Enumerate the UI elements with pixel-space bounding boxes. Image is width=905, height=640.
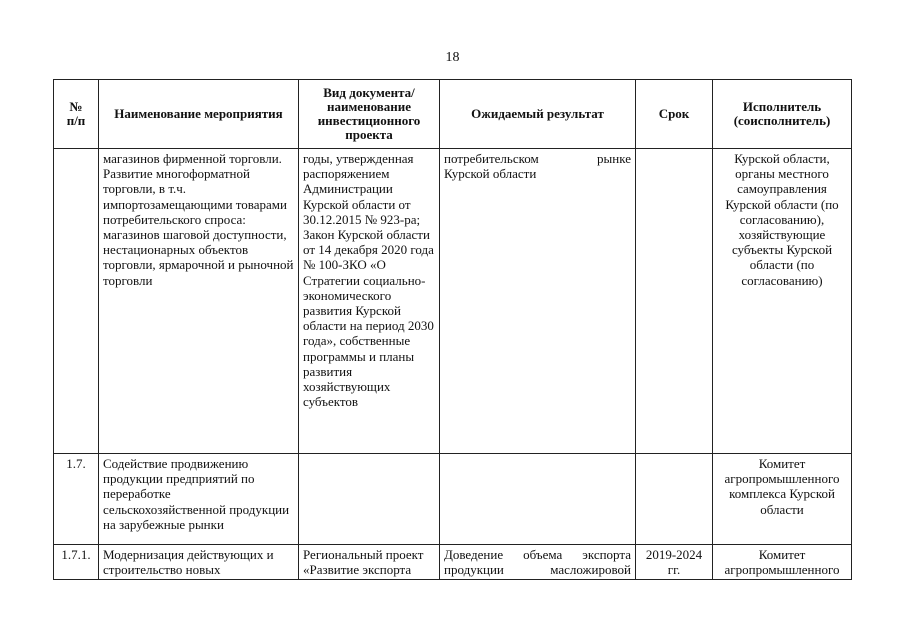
cell-executor: Курской области, органы местного самоуправления Курской области (по согласованию), хозяйствующие субъекты Курской области (по согласованию): [713, 149, 852, 454]
header-number: № п/п: [54, 80, 99, 149]
cell-measure-name: магазинов фирменной торговли. Развитие многоформатной торговли, в т.ч. импортозамещающими товарами потребительского спроса: магазинов шаговой доступности, нестационарных объектов торговли, ярмарочной и рыночной торговли: [99, 149, 299, 454]
cell-measure-name: Модернизация действующих и строительство новых: [99, 545, 299, 580]
cell-result: [440, 149, 636, 454]
cell-result: [440, 454, 636, 545]
cell-executor: Комитет агропромышленного: [713, 545, 852, 580]
cell-number: 1.7.: [54, 454, 99, 545]
header-term: Срок: [636, 80, 713, 149]
cell-term: 2019-2024 гг.: [636, 545, 713, 580]
table-header-row: [54, 80, 852, 149]
result-line: потребительском рынке: [444, 151, 631, 166]
cell-measure-name: Содействие продвижению продукции предприятий по переработке сельскохозяйственной продукции на зарубежные рынки: [99, 454, 299, 545]
cell-document: Региональный проект «Развитие экспорта: [299, 545, 440, 580]
cell-result: [440, 545, 636, 580]
header-measure-name: Наименование мероприятия: [99, 80, 299, 149]
cell-number: [54, 149, 99, 454]
table-row: [54, 545, 852, 580]
header-document-type: Вид документа/ наименование инвестиционного проекта: [299, 80, 440, 149]
table-row: [54, 454, 852, 545]
page-number: 18: [445, 50, 460, 65]
result-line: Курской области: [444, 166, 537, 182]
cell-document: [299, 454, 440, 545]
header-expected-result: Ожидаемый результат: [440, 80, 636, 149]
result-line: продукции масложировой: [444, 562, 631, 578]
table-row: [54, 149, 852, 454]
cell-document: годы, утвержденная распоряжением Администрации Курской области от 30.12.2015 № 923-ра; Закон Курской области от 14 декабря 2020 года № 100-ЗКО «О Стратегии социально-экономического развития Курской области на период 2030 года», собственные программы и планы развития хозяйствующих субъектов: [299, 149, 440, 454]
cell-term: [636, 149, 713, 454]
result-line: Доведение объема экспорта: [444, 547, 631, 562]
cell-term: [636, 454, 713, 545]
measures-table: [53, 79, 852, 580]
header-executor: Исполнитель (соисполнитель): [713, 80, 852, 149]
cell-executor: Комитет агропромышленного комплекса Курской области: [713, 454, 852, 545]
cell-number: 1.7.1.: [54, 545, 99, 580]
